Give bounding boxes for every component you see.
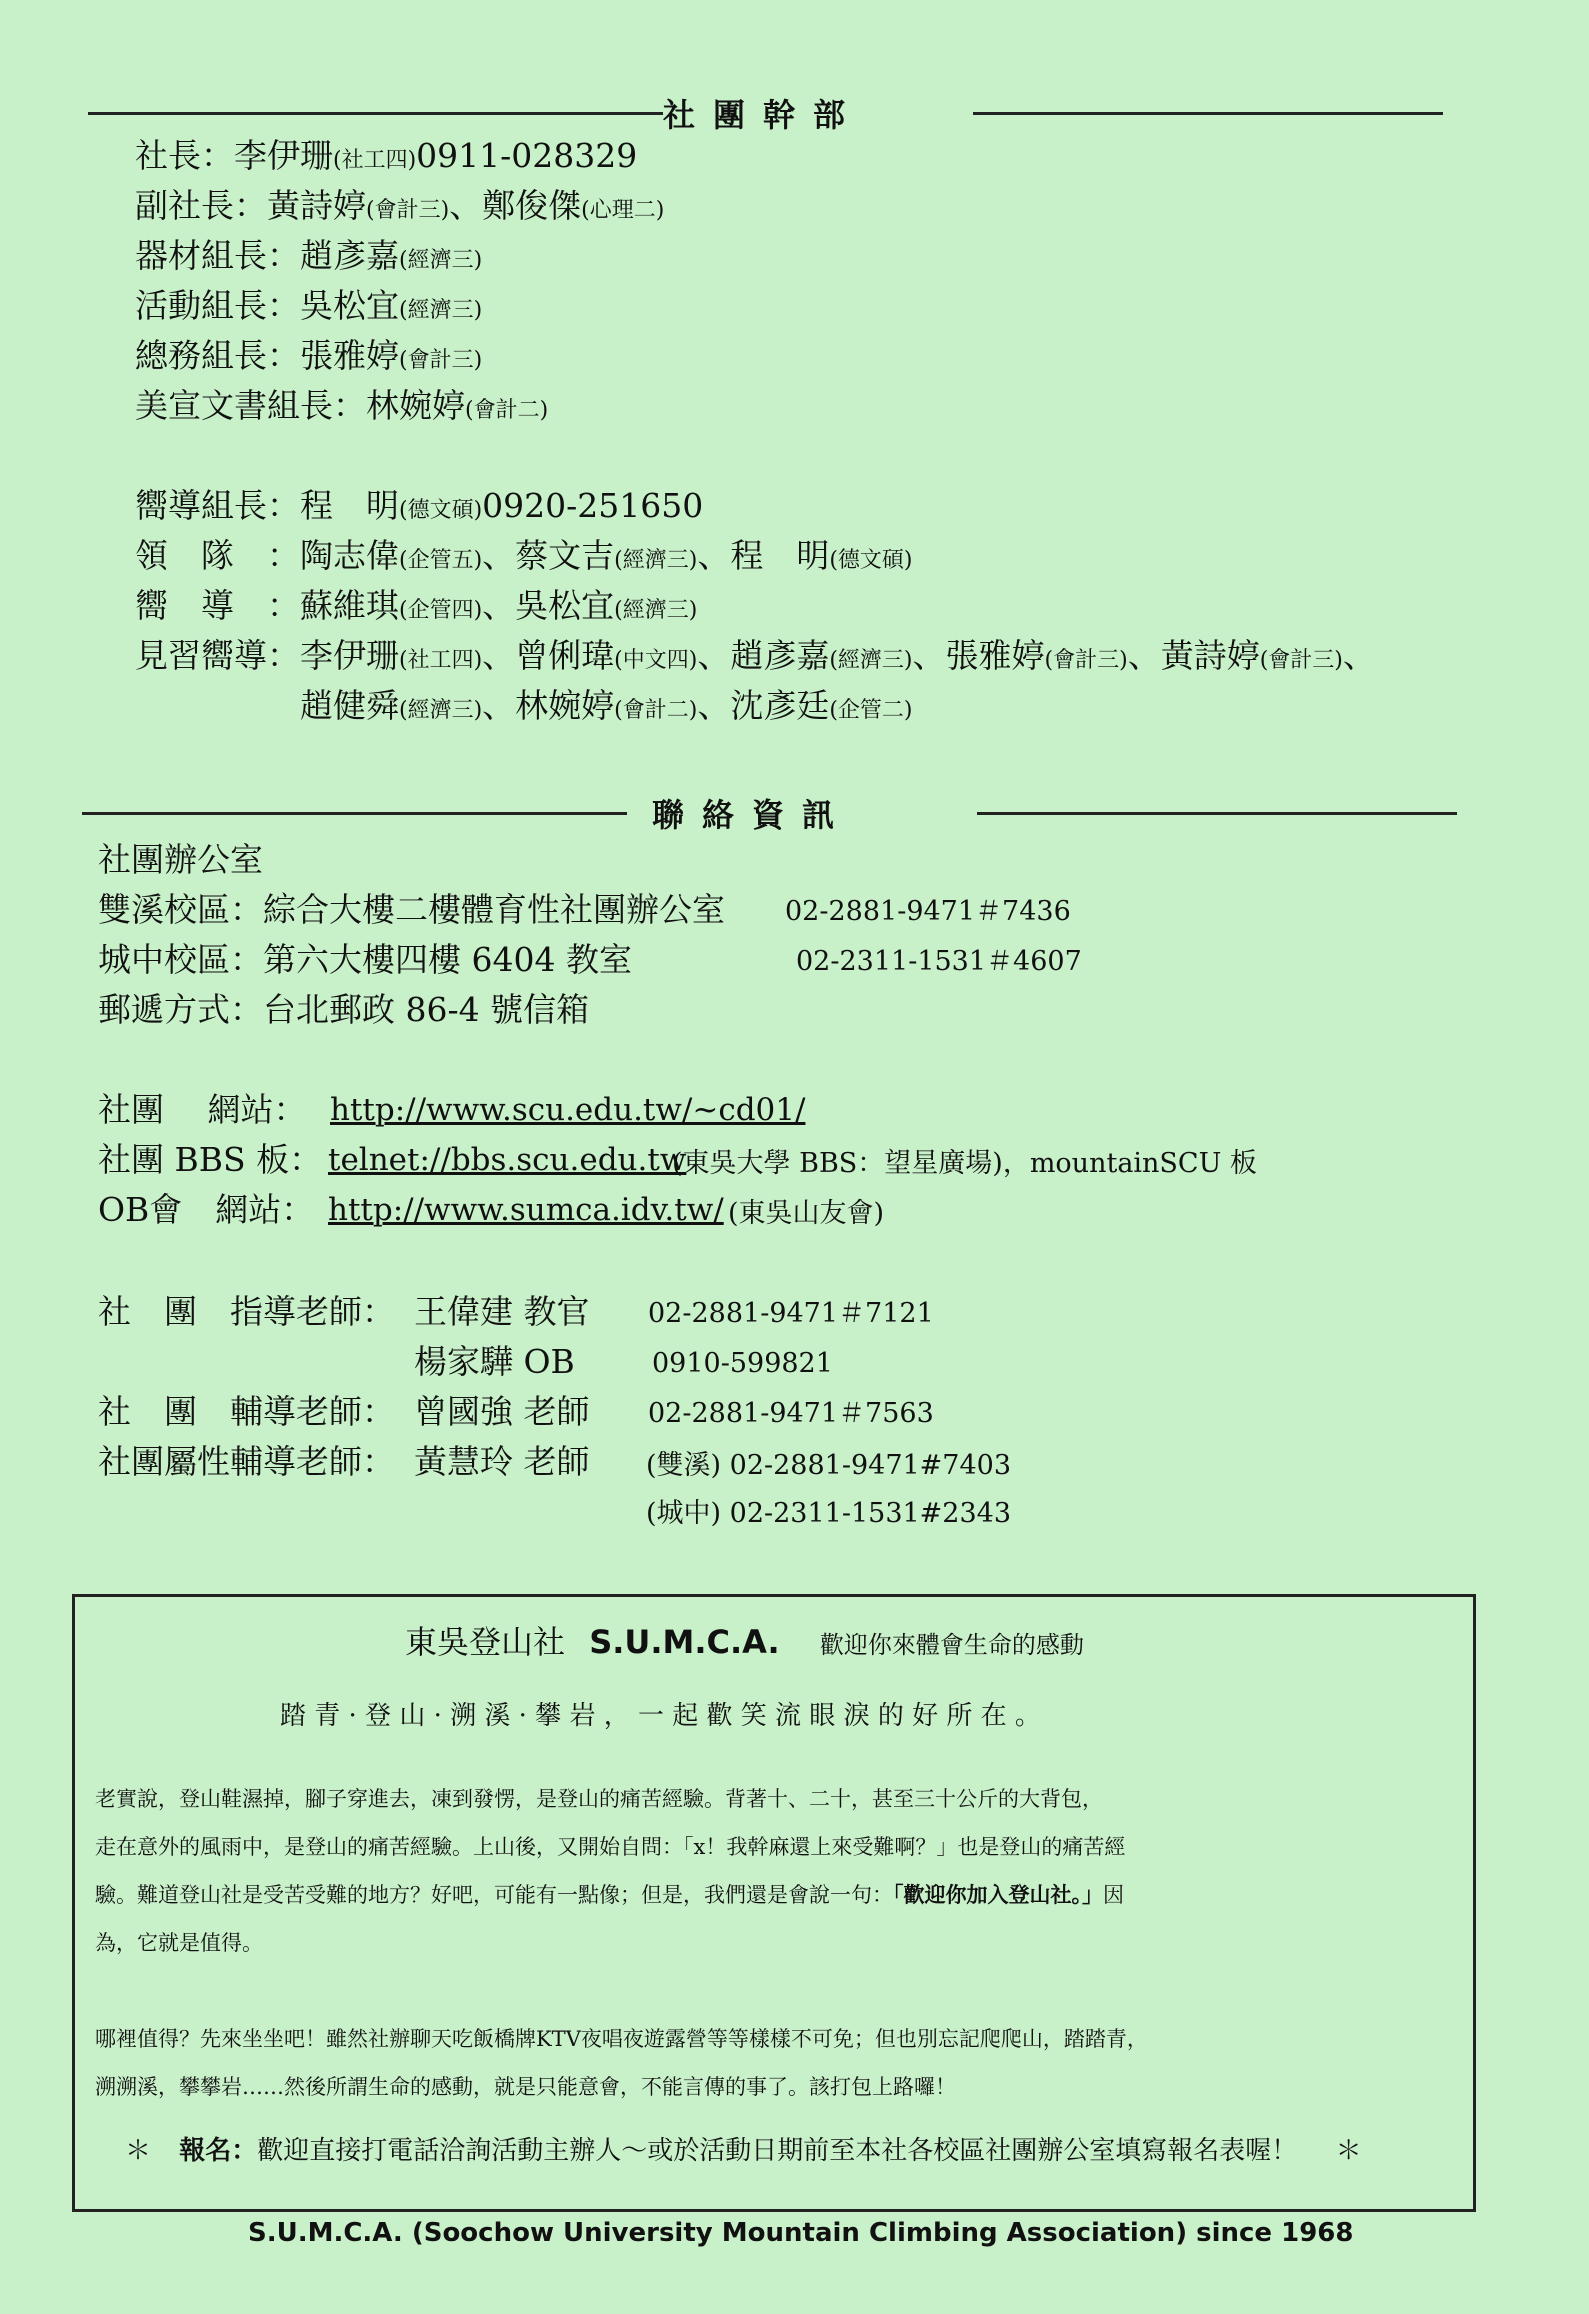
club-website: 社團 網站：	[98, 1090, 307, 1129]
advisor-2-phone: 0910-599821	[652, 1348, 833, 1379]
club-website-link[interactable]: http://www.scu.edu.tw/~cd01/	[330, 1092, 806, 1128]
advisor-1-name: 王偉建 教官	[414, 1292, 590, 1331]
officer-general-affairs: 總務組長：張雅婷(會計三)	[135, 336, 483, 375]
guide-leaders: 領 隊 ：陶志偉(企管五)、蔡文吉(經濟三)、程 明(德文碩)	[135, 536, 913, 575]
officers-title: 社團幹部	[663, 96, 864, 134]
city-campus: 城中校區：第六大樓四樓 6404 教室	[98, 940, 632, 979]
advisor-2-name: 楊家驊 OB	[414, 1342, 575, 1381]
attr-counselor-label: 社團屬性輔導老師：	[98, 1442, 395, 1481]
club-bbs-link[interactable]: telnet://bbs.scu.edu.tw	[328, 1142, 687, 1178]
shuangxi-campus: 雙溪校區：綜合大樓二樓體育性社團辦公室	[98, 890, 725, 929]
promo-signup: ＊ 報名：歡迎直接打電話洽詢活動主辦人～或於活動日期前至本社各校區社團辦公室填寫報名表喔！ ＊	[125, 2136, 1362, 2166]
shuangxi-phone: 02-2881-9471＃7436	[785, 896, 1071, 927]
guide-trainees-cont: 趙健舜(經濟三)、林婉婷(會計二)、沈彥廷(企管二)	[300, 686, 913, 725]
officer-publicity: 美宣文書組長：林婉婷(會計二)	[135, 386, 549, 425]
advisor-label: 社 團 指導老師：	[98, 1292, 395, 1331]
header-rule-left	[82, 812, 627, 815]
counselor-name: 曾國強 老師	[414, 1392, 590, 1431]
officer-equipment: 器材組長：趙彥嘉(經濟三)	[135, 236, 483, 275]
ob-website: OB會 網站：	[98, 1190, 315, 1229]
officer-activity: 活動組長：吳松宜(經濟三)	[135, 286, 483, 325]
header-rule-right	[977, 812, 1457, 815]
promo-slogan: 踏 青 · 登 山 · 溯 溪 · 攀 岩 ， 一 起 歡 笑 流 眼 淚 的 好 所 在 。	[280, 1701, 1041, 1731]
star-icon-end: ＊	[1335, 2136, 1362, 2166]
star-icon: ＊	[125, 2136, 152, 2166]
officer-vice-president: 副社長：黃詩婷(會計三)、鄭俊傑(心理二)	[135, 186, 665, 225]
officers-section-header	[88, 90, 1458, 134]
office-label: 社團辦公室	[98, 840, 263, 879]
ob-note: (東吳山友會)	[728, 1198, 885, 1229]
promo-title: 東吳登山社 S.U.M.C.A. 歡迎你來體會生命的感動	[405, 1623, 1084, 1661]
promo-para2: 哪裡值得？先來坐坐吧！雖然社辦聊天吃飯橋牌KTV夜唱夜遊露營等等樣樣不可免；但也別忘記爬爬山，踏踏青， 溯溯溪，攀攀岩……然後所謂生命的感動，就是只能意會，不能言傳的事了。該打包上路囉！	[95, 2027, 1148, 2099]
footer-text: S.U.M.C.A. (Soochow University Mountain Climbing Association) since 1968	[248, 2218, 1354, 2248]
counselor-phone: 02-2881-9471＃7563	[648, 1398, 934, 1429]
contact-title: 聯絡資訊	[652, 796, 853, 834]
advisor-1-phone: 02-2881-9471＃7121	[648, 1298, 934, 1329]
mail-address: 郵遞方式：台北郵政 86-4 號信箱	[98, 990, 590, 1029]
city-phone: 02-2311-1531＃4607	[796, 946, 1082, 977]
attr-counselor-phone-2: (城中) 02-2311-1531#2343	[646, 1498, 1012, 1529]
attr-counselor-phone-1: (雙溪) 02-2881-9471#7403	[646, 1450, 1012, 1481]
counselor-label: 社 團 輔導老師：	[98, 1392, 395, 1431]
guide-head: 嚮導組長：程 明(德文碩)0920-251650	[135, 486, 704, 525]
contact-section-header	[82, 790, 1462, 834]
guide-guides: 嚮 導 ：蘇維琪(企管四)、吳松宜(經濟三)	[135, 586, 698, 625]
club-bbs-note: (東吳大學 BBS：望星廣場)，mountainSCU 板	[672, 1148, 1257, 1179]
promo-para1: 老實說，登山鞋濕掉，腳子穿進去，凍到發愣，是登山的痛苦經驗。背著十、二十，甚至三十公斤的大背包， 走在意外的風雨中，是登山的痛苦經驗。上山後，又開始自問：「x！我幹麻還上來受難啊？」也是登山的痛苦經 驗。難道登山社是受苦受難的地方？好吧，可能有一點像；但是，我們還是會說一句：「歡迎你加入登山社。」因 為，它就是值得。	[95, 1787, 1126, 1955]
attr-counselor-name: 黃慧玲 老師	[414, 1442, 590, 1481]
ob-website-link[interactable]: http://www.sumca.idv.tw/	[328, 1192, 724, 1228]
guide-trainees: 見習嚮導：李伊珊(社工四)、曾俐瑋(中文四)、趙彥嘉(經濟三)、張雅婷(會計三)、黃詩婷(會計三)、	[135, 636, 1376, 675]
header-rule-right	[973, 112, 1443, 115]
promo-box	[72, 1594, 1476, 2212]
officer-president: 社長：李伊珊(社工四)0911-028329	[135, 136, 638, 175]
club-bbs: 社團 BBS 板：	[98, 1140, 323, 1179]
header-rule-left	[88, 112, 663, 115]
